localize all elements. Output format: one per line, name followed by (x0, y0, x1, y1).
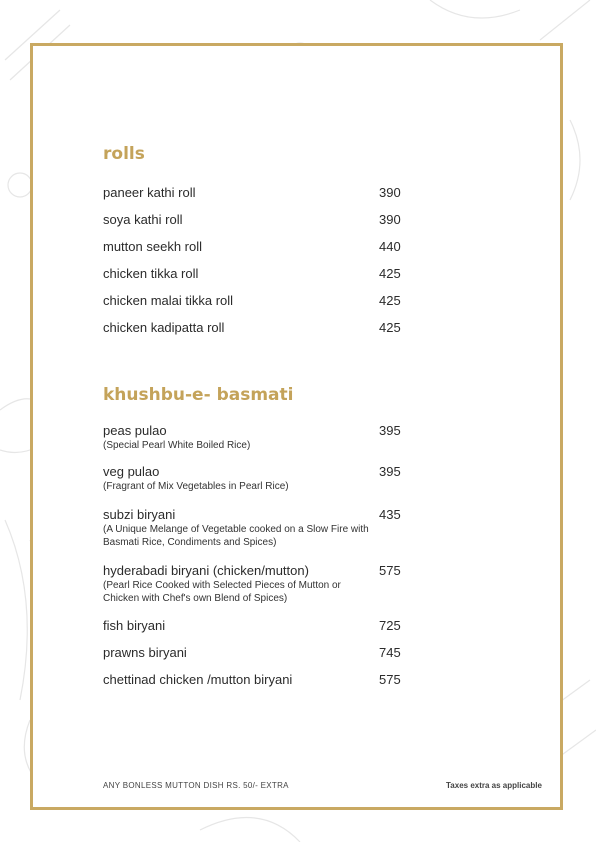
footer-note-taxes: Taxes extra as applicable (446, 781, 542, 790)
item-name: prawns biryani (103, 645, 187, 660)
item-name: chicken kadipatta roll (103, 320, 225, 335)
item-name: paneer kathi roll (103, 185, 196, 200)
item-name: soya kathi roll (103, 212, 183, 227)
item-description: (Pearl Rice Cooked with Selected Pieces of Mutton or Chicken with Chef's own Blend of Spices) (103, 580, 341, 604)
menu-item (103, 507, 378, 549)
menu-item (103, 266, 413, 282)
item-description: (Fragrant of Mix Vegetables in Pearl Rice) (103, 481, 289, 492)
item-name: veg pulao (103, 464, 160, 479)
item-name: subzi biryani (103, 507, 176, 522)
menu-item (103, 618, 413, 634)
item-name: peas pulao (103, 423, 167, 438)
menu-item (103, 239, 413, 255)
item-price: 390 (379, 212, 401, 227)
item-price: 395 (379, 464, 401, 479)
section-title-khushbu-e-basmati: khushbu-e- basmati (103, 385, 294, 405)
menu-item (103, 645, 413, 661)
item-price: 395 (379, 423, 401, 438)
item-name: fish biryani (103, 618, 166, 633)
item-name: chicken malai tikka roll (103, 293, 234, 308)
item-name: chicken tikka roll (103, 266, 199, 281)
item-price: 425 (379, 293, 401, 308)
item-price: 425 (379, 320, 401, 335)
item-price: 575 (379, 672, 401, 687)
section-title-rolls: rolls (103, 144, 145, 164)
footer-note-extra-charge: ANY BONLESS MUTTON DISH RS. 50/- EXTRA (103, 781, 289, 790)
item-price: 435 (379, 507, 401, 522)
menu-item (103, 423, 413, 452)
menu-item (103, 212, 413, 228)
menu-item (103, 185, 413, 201)
menu-item (103, 563, 373, 605)
item-name: chettinad chicken /mutton biryani (103, 672, 293, 687)
menu-item (103, 464, 413, 493)
item-price: 390 (379, 185, 401, 200)
item-price: 440 (379, 239, 401, 254)
item-price: 575 (379, 563, 401, 578)
item-price: 725 (379, 618, 401, 633)
item-description: (Special Pearl White Boiled Rice) (103, 440, 251, 451)
item-price: 745 (379, 645, 401, 660)
item-price: 425 (379, 266, 401, 281)
menu-item (103, 293, 413, 309)
item-name: hyderabadi biryani (chicken/mutton) (103, 563, 309, 578)
menu-item (103, 320, 413, 336)
item-description: (A Unique Melange of Vegetable cooked on a Slow Fire with Basmati Rice, Condiments and Spices) (103, 524, 369, 548)
menu-item (103, 672, 413, 688)
item-name: mutton seekh roll (103, 239, 202, 254)
